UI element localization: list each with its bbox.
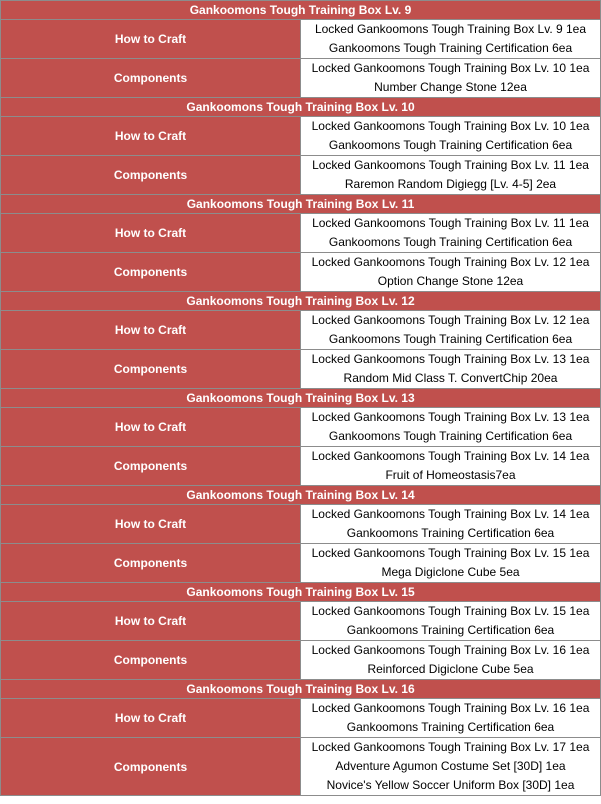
craft-row xyxy=(1,505,601,544)
components-row xyxy=(1,350,601,389)
components-row xyxy=(1,641,601,680)
craft-value xyxy=(301,20,601,59)
craft-label: How to Craft xyxy=(1,117,301,156)
craft-label: How to Craft xyxy=(1,20,301,59)
components-row xyxy=(1,447,601,486)
value-line: Gankoomons Tough Training Certification 6ea xyxy=(328,235,573,249)
components-label: Components xyxy=(1,253,301,292)
value-line: Option Change Stone 12ea xyxy=(377,274,524,288)
components-row xyxy=(1,59,601,98)
components-value xyxy=(301,544,601,583)
craft-row xyxy=(1,117,601,156)
value-line: Number Change Stone 12ea xyxy=(374,80,527,94)
section-header-row xyxy=(1,98,601,117)
craft-label: How to Craft xyxy=(1,602,301,641)
components-row xyxy=(1,253,601,292)
components-value xyxy=(301,156,601,195)
components-label: Components xyxy=(1,738,301,796)
value-line: Adventure Agumon Costume Set [30D] 1ea xyxy=(335,759,566,773)
value-line: Locked Gankoomons Tough Training Box Lv. 13 1ea xyxy=(311,410,590,424)
section-title: Gankoomons Tough Training Box Lv. 10 xyxy=(1,98,601,117)
components-value xyxy=(301,738,601,796)
craft-label: How to Craft xyxy=(1,699,301,738)
components-label: Components xyxy=(1,59,301,98)
craft-label: How to Craft xyxy=(1,214,301,253)
section-header-row xyxy=(1,680,601,699)
section-header-row xyxy=(1,1,601,20)
components-value xyxy=(301,350,601,389)
craft-label: How to Craft xyxy=(1,505,301,544)
section-title: Gankoomons Tough Training Box Lv. 9 xyxy=(1,1,601,20)
section-header-row xyxy=(1,292,601,311)
value-line: Locked Gankoomons Tough Training Box Lv. 12 1ea xyxy=(311,255,590,269)
value-line: Gankoomons Tough Training Certification 6ea xyxy=(328,138,573,152)
section-title: Gankoomons Tough Training Box Lv. 15 xyxy=(1,583,601,602)
value-line: Locked Gankoomons Tough Training Box Lv. 16 1ea xyxy=(311,643,590,657)
components-label: Components xyxy=(1,156,301,195)
section-title: Gankoomons Tough Training Box Lv. 12 xyxy=(1,292,601,311)
value-line: Random Mid Class T. ConvertChip 20ea xyxy=(343,371,558,385)
components-label: Components xyxy=(1,544,301,583)
craft-value xyxy=(301,214,601,253)
craft-row xyxy=(1,311,601,350)
value-line: Locked Gankoomons Tough Training Box Lv. 14 1ea xyxy=(311,449,590,463)
value-line: Gankoomons Tough Training Certification 6ea xyxy=(328,429,573,443)
value-line: Gankoomons Training Certification 6ea xyxy=(346,623,555,637)
value-line: Locked Gankoomons Tough Training Box Lv. 11 1ea xyxy=(312,158,589,172)
components-label: Components xyxy=(1,350,301,389)
value-line: Locked Gankoomons Tough Training Box Lv. 13 1ea xyxy=(311,352,590,366)
craft-value xyxy=(301,602,601,641)
value-line: Locked Gankoomons Tough Training Box Lv. 12 1ea xyxy=(311,313,590,327)
craft-row xyxy=(1,20,601,59)
value-line: Mega Digiclone Cube 5ea xyxy=(381,565,520,579)
value-line: Locked Gankoomons Tough Training Box Lv. 14 1ea xyxy=(311,507,590,521)
value-line: Novice's Yellow Soccer Uniform Box [30D] 1ea xyxy=(326,778,575,792)
value-line: Locked Gankoomons Tough Training Box Lv. 11 1ea xyxy=(312,216,589,230)
value-line: Gankoomons Tough Training Certification 6ea xyxy=(328,41,573,55)
value-line: Locked Gankoomons Tough Training Box Lv. 17 1ea xyxy=(311,740,590,754)
craft-value xyxy=(301,408,601,447)
section-title: Gankoomons Tough Training Box Lv. 13 xyxy=(1,389,601,408)
value-line: Reinforced Digiclone Cube 5ea xyxy=(367,662,534,676)
craft-label: How to Craft xyxy=(1,311,301,350)
components-value xyxy=(301,447,601,486)
craft-row xyxy=(1,602,601,641)
value-line: Locked Gankoomons Tough Training Box Lv. 9 1ea xyxy=(314,22,587,36)
crafting-table-body xyxy=(1,1,601,796)
craft-value xyxy=(301,311,601,350)
components-value xyxy=(301,641,601,680)
components-value xyxy=(301,59,601,98)
components-label: Components xyxy=(1,447,301,486)
value-line: Locked Gankoomons Tough Training Box Lv. 10 1ea xyxy=(311,61,590,75)
components-row xyxy=(1,738,601,796)
value-line: Locked Gankoomons Tough Training Box Lv. 15 1ea xyxy=(311,604,590,618)
value-line: Locked Gankoomons Tough Training Box Lv. 16 1ea xyxy=(311,701,590,715)
craft-row xyxy=(1,699,601,738)
section-header-row xyxy=(1,195,601,214)
components-row xyxy=(1,156,601,195)
section-title: Gankoomons Tough Training Box Lv. 11 xyxy=(1,195,601,214)
craft-value xyxy=(301,699,601,738)
section-title: Gankoomons Tough Training Box Lv. 16 xyxy=(1,680,601,699)
section-title: Gankoomons Tough Training Box Lv. 14 xyxy=(1,486,601,505)
craft-value xyxy=(301,505,601,544)
value-line: Locked Gankoomons Tough Training Box Lv. 15 1ea xyxy=(311,546,590,560)
craft-label: How to Craft xyxy=(1,408,301,447)
components-value xyxy=(301,253,601,292)
craft-row xyxy=(1,214,601,253)
craft-value xyxy=(301,117,601,156)
value-line: Gankoomons Training Certification 6ea xyxy=(346,720,555,734)
section-header-row xyxy=(1,389,601,408)
value-line: Gankoomons Training Certification 6ea xyxy=(346,526,555,540)
section-header-row xyxy=(1,583,601,602)
value-line: Locked Gankoomons Tough Training Box Lv. 10 1ea xyxy=(311,119,590,133)
section-header-row xyxy=(1,486,601,505)
components-row xyxy=(1,544,601,583)
value-line: Fruit of Homeostasis7ea xyxy=(385,468,516,482)
craft-row xyxy=(1,408,601,447)
components-label: Components xyxy=(1,641,301,680)
value-line: Gankoomons Tough Training Certification 6ea xyxy=(328,332,573,346)
value-line: Raremon Random Digiegg [Lv. 4-5] 2ea xyxy=(344,177,557,191)
